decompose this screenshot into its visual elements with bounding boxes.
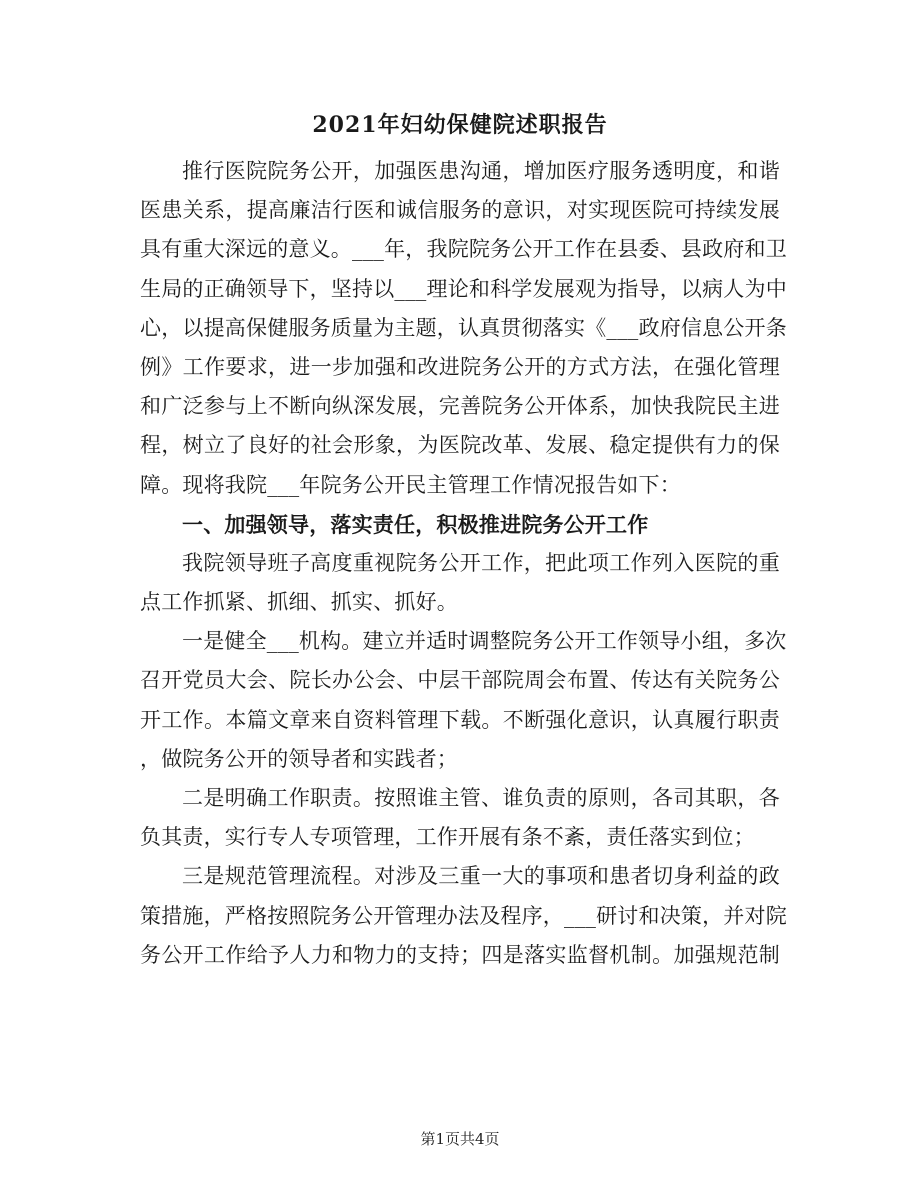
- paragraph-line: 召开党员大会、院长办公会、中层干部院周会布置、传达有关院务公: [140, 668, 780, 693]
- paragraph-line: 点工作抓紧、抓细、抓实、抓好。: [140, 590, 458, 615]
- paragraph-line: 具有重大深远的意义。___年，我院院务公开工作在县委、县政府和卫: [140, 237, 787, 262]
- paragraph-line: 生局的正确领导下，坚持以___理论和科学发展观为指导，以病人为中: [140, 276, 787, 301]
- paragraph-line: 三是规范管理流程。对涉及三重一大的事项和患者切身利益的政: [182, 864, 780, 889]
- paragraph-line: 负其责，实行专人专项管理，工作开展有条不紊，责任落实到位；: [140, 825, 755, 850]
- paragraph-line: 务公开工作给予人力和物力的支持；四是落实监督机制。加强规范制: [140, 942, 780, 967]
- document-body: [140, 152, 787, 975]
- paragraph-line: 和广泛参与上不断向纵深发展，完善院务公开体系，加快我院民主进: [140, 394, 780, 419]
- paragraph-line: 医患关系，提高廉洁行医和诚信服务的意识，对实现医院可持续发展: [140, 198, 780, 223]
- paragraph-line: 一是健全___机构。建立并适时调整院务公开工作领导小组，多次: [182, 629, 787, 654]
- section-heading: 一、加强领导，落实责任，积极推进院务公开工作: [182, 511, 649, 537]
- paragraph-line: 策措施，严格按照院务公开管理办法及程序，___研讨和决策，并对院: [140, 903, 787, 928]
- paragraph-line: ，做院务公开的领导者和实践者；: [140, 746, 458, 771]
- paragraph-line: 二是明确工作职责。按照谁主管、谁负责的原则，各司其职，各: [182, 786, 780, 810]
- paragraph-line: 我院领导班子高度重视院务公开工作，把此项工作列入医院的重: [182, 550, 780, 575]
- page-number-footer: 第1页共4页: [420, 1130, 500, 1148]
- paragraph-line: 障。现将我院___年院务公开民主管理工作情况报告如下：: [140, 472, 681, 497]
- paragraph-line: 推行医院院务公开，加强医患沟通，增加医疗服务透明度，和谐: [182, 159, 780, 183]
- paragraph-line: 开工作。本篇文章来自资料管理下载。不断强化意识，认真履行职责: [140, 707, 780, 732]
- paragraph-line: 例》工作要求，进一步加强和改进院务公开的方式方法，在强化管理: [140, 354, 780, 379]
- paragraph-line: 心，以提高保健服务质量为主题，认真贯彻落实《___政府信息公开条: [140, 315, 787, 340]
- paragraph-line: 程，树立了良好的社会形象，为医院改革、发展、稳定提供有力的保: [140, 433, 780, 458]
- document-title: 2021年妇幼保健院述职报告: [312, 112, 608, 138]
